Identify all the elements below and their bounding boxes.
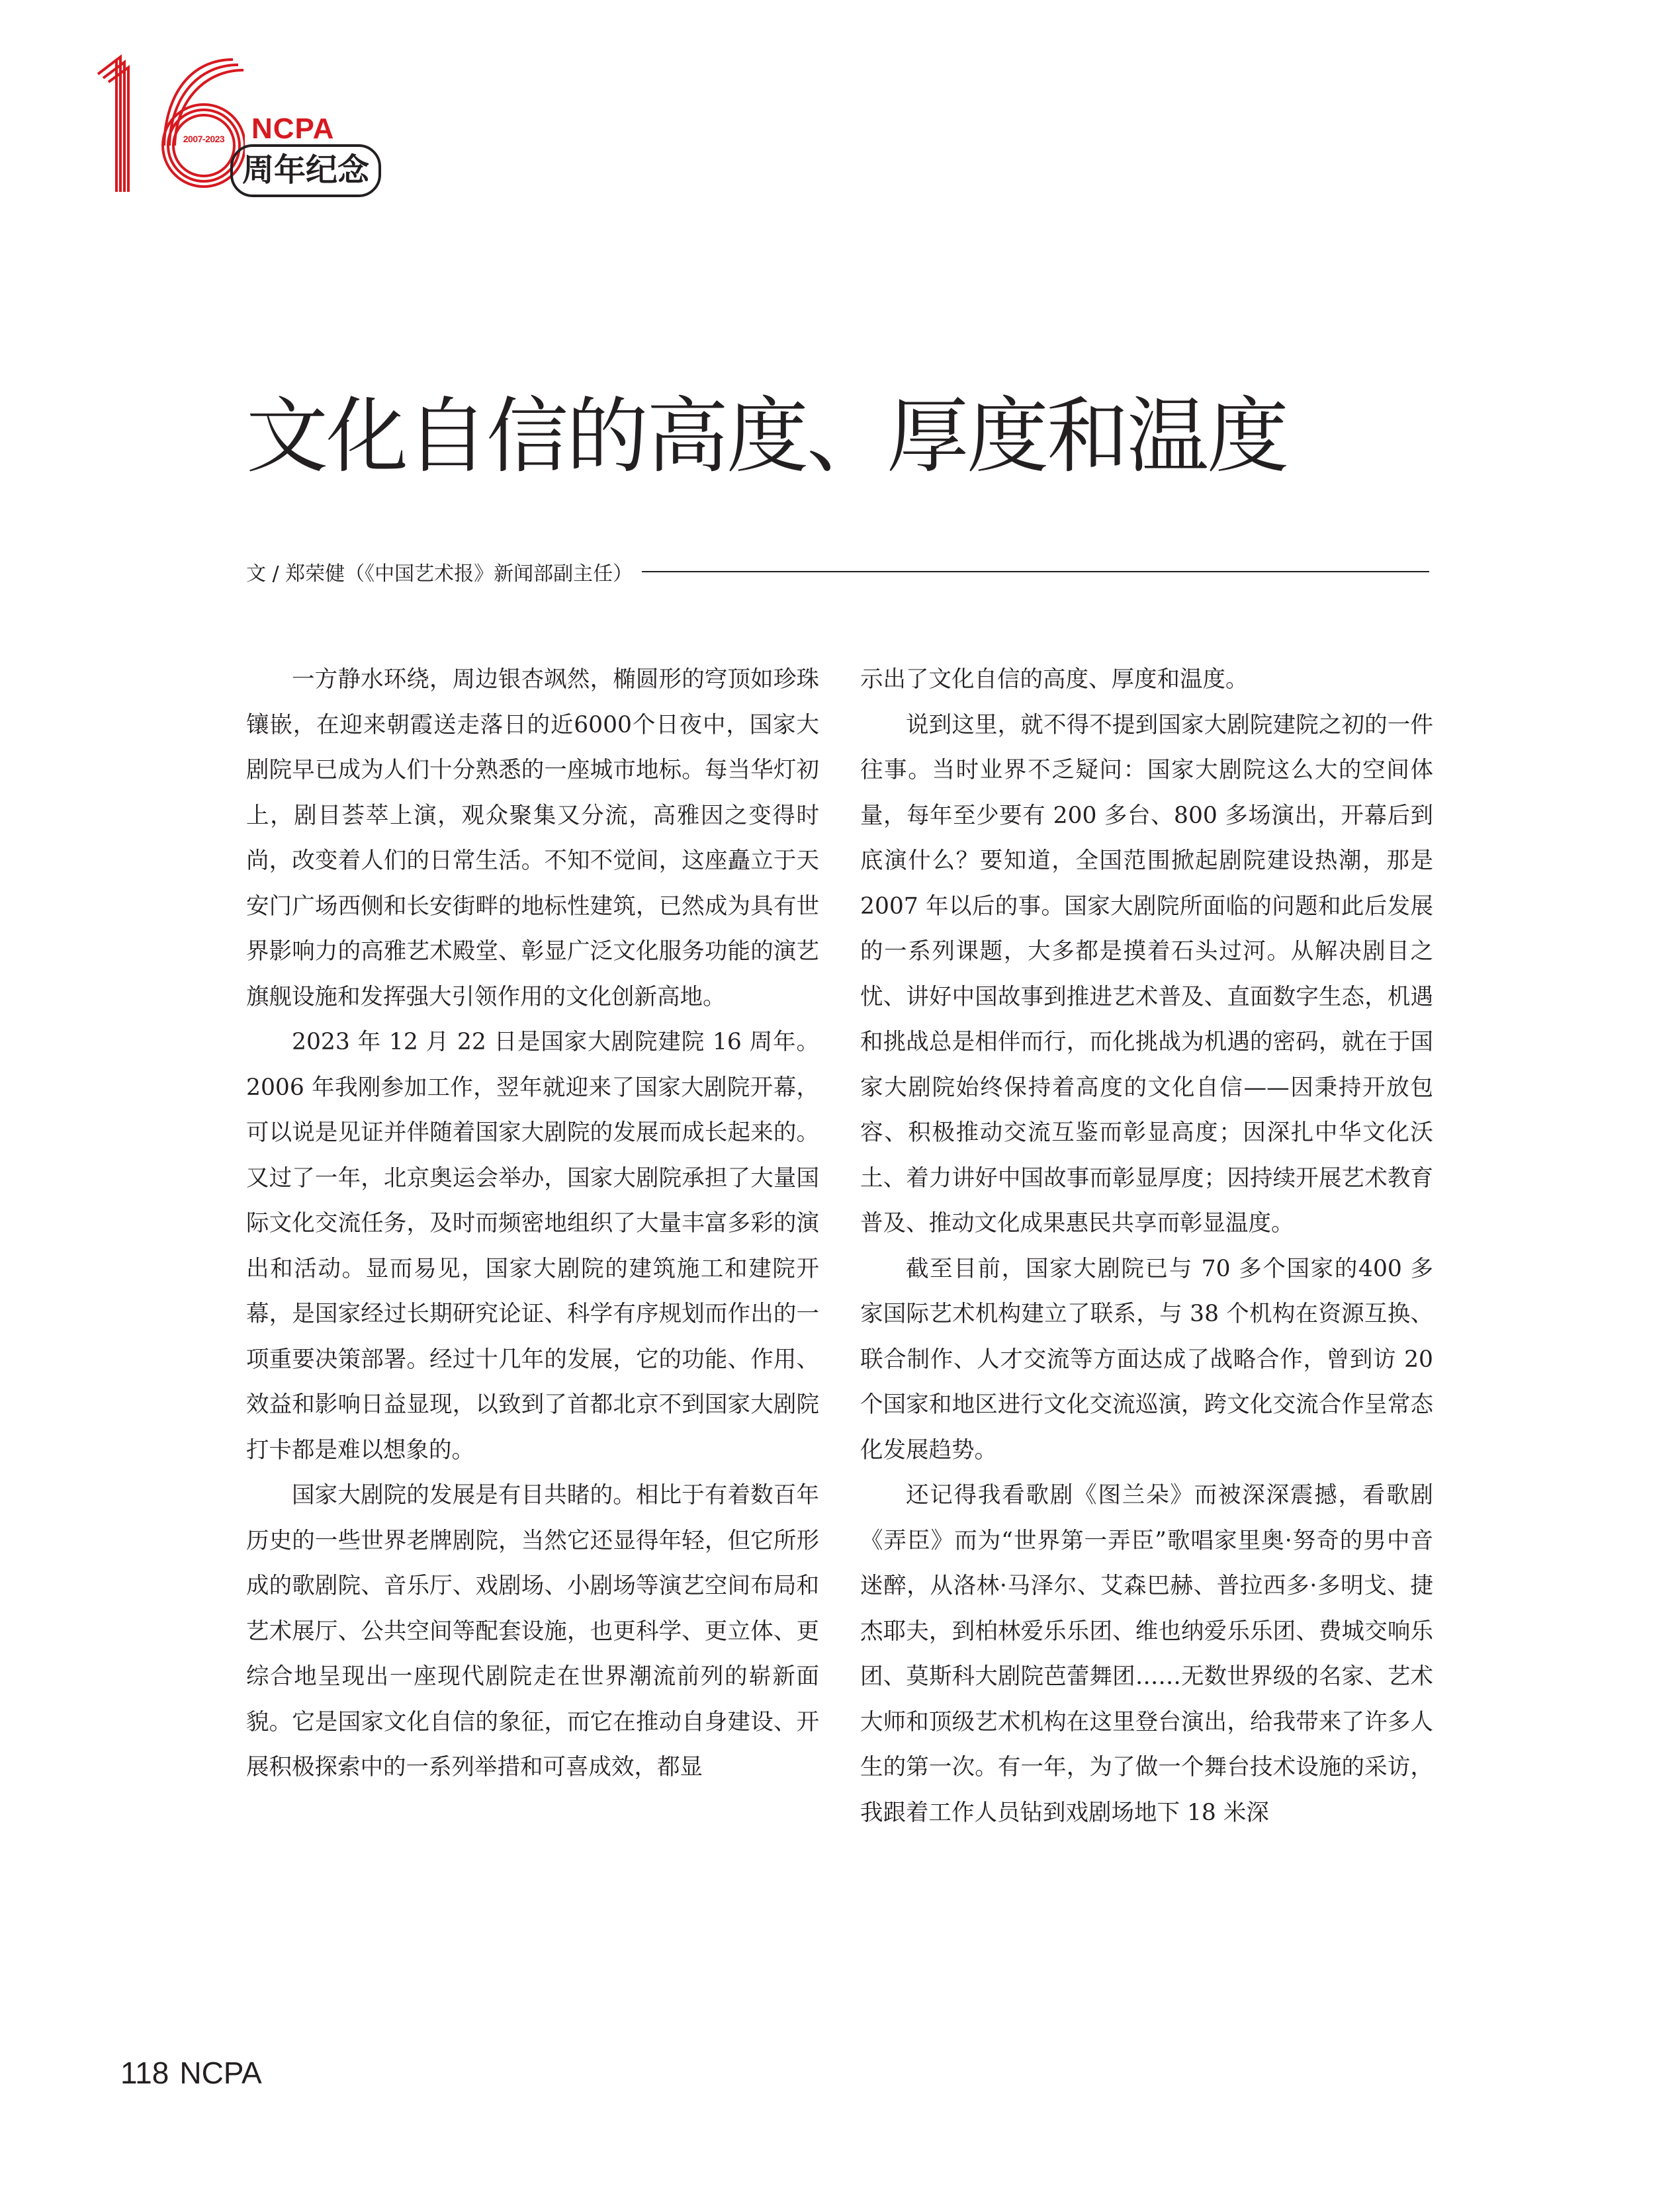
article-title: 文化自信的高度、厚度和温度 — [246, 389, 1288, 484]
article-column-right — [860, 657, 1433, 1835]
paragraph-continued: 示出了文化自信的高度、厚度和温度。 — [860, 666, 1249, 693]
byline-author: 文 / 郑荣健（《中国艺术报》新闻部副主任） — [246, 562, 633, 586]
logo-ncpa-text: NCPA — [251, 112, 335, 145]
paragraph: 一方静水环绕，周边银杏飒然，椭圆形的穹顶如珍珠镶嵌，在迎来朝霞送走落日的近6000个日夜中，国家大剧院早已成为人们十分熟悉的一座城市地标。每当华灯初上，剧目荟萃上演，观众聚集又分流，高雅因之变得时尚，改变着人们的日常生活。不知不觉间，这座矗立于天安门广场西侧和长安街畔的地标性建筑，已然成为具有世界影响力的高雅艺术殿堂、彰显广泛文化服务功能的演艺旗舰设施和发挥强大引领作用的文化创新高地。 — [246, 666, 819, 1010]
paragraph: 还记得我看歌剧《图兰朵》而被深深震撼，看歌剧《弄臣》而为“世界第一弄臣”歌唱家里奥·努奇的男中音迷醉，从洛林·马泽尔、艾森巴赫、普拉西多·多明戈、捷杰耶夫，到柏林爱乐乐团、维也纳爱乐乐团、费城交响乐团、莫斯科大剧院芭蕾舞团……无数世界级的名家、艺术大师和顶级艺术机构在这里登台演出，给我带来了许多人生的第一次。有一年，为了做一个舞台技术设施的采访，我跟着工作人员钻到戏剧场地下 18 米深 — [860, 1482, 1433, 1826]
page-number: 118 — [120, 2056, 169, 2090]
logo-anniversary-caption: 周年纪念 — [230, 144, 381, 197]
anniversary-16-emblem-icon — [93, 53, 245, 198]
paragraph: 截至目前，国家大剧院已与 70 多个国家的400 多家国际艺术机构建立了联系，与 38 个机构在资源互换、联合制作、人才交流等方面达成了战略合作，曾到访 20 个国家和地区进行文化交流巡演，跨文化交流合作呈常态化发展趋势。 — [860, 1255, 1433, 1464]
byline — [246, 554, 1429, 589]
ncpa-16th-anniversary-logo — [93, 53, 384, 198]
paragraph: 2023 年 12 月 22 日是国家大剧院建院 16 周年。2006 年我刚参加工作，翌年就迎来了国家大剧院开幕，可以说是见证并伴随着国家大剧院的发展而成长起来的。又过了一年，北京奥运会举办，国家大剧院承担了大量国际文化交流任务，及时而频密地组织了大量丰富多彩的演出和活动。显而易见，国家大剧院的建筑施工和建院开幕，是国家经过长期研究论证、科学有序规划而作出的一项重要决策部署。经过十几年的发展，它的功能、作用、效益和影响日益显现，以致到了首都北京不到国家大剧院打卡都是难以想象的。 — [246, 1029, 819, 1464]
logo-year-range: 2007-2023 — [183, 134, 225, 144]
page-footer — [120, 2055, 273, 2091]
byline-rule — [642, 571, 1429, 572]
paragraph: 说到这里，就不得不提到国家大剧院建院之初的一件往事。当时业界不乏疑问：国家大剧院这么大的空间体量，每年至少要有 200 多台、800 多场演出，开幕后到底演什么？要知道，全国范围掀起剧院建设热潮，那是 2007 年以后的事。国家大剧院所面临的问题和此后发展的一系列课题，大多都是摸着石头过河。从解决剧目之忧、讲好中国故事到推进艺术普及、直面数字生态，机遇和挑战总是相伴而行，而化挑战为机遇的密码，就在于国家大剧院始终保持着高度的文化自信——因秉持开放包容、积极推动交流互鉴而彰显高度；因深扎中华文化沃土、着力讲好中国故事而彰显厚度；因持续开展艺术教育普及、推动文化成果惠民共享而彰显温度。 — [860, 711, 1433, 1237]
article-column-left — [246, 657, 819, 1790]
magazine-name: NCPA — [179, 2056, 262, 2090]
paragraph: 国家大剧院的发展是有目共睹的。相比于有着数百年历史的一些世界老牌剧院，当然它还显得年轻，但它所形成的歌剧院、音乐厅、戏剧场、小剧场等演艺空间布局和艺术展厅、公共空间等配套设施，也更科学、更立体、更综合地呈现出一座现代剧院走在世界潮流前列的崭新面貌。它是国家文化自信的象征，而它在推动自身建设、开展积极探索中的一系列举措和可喜成效，都显 — [246, 1482, 819, 1780]
